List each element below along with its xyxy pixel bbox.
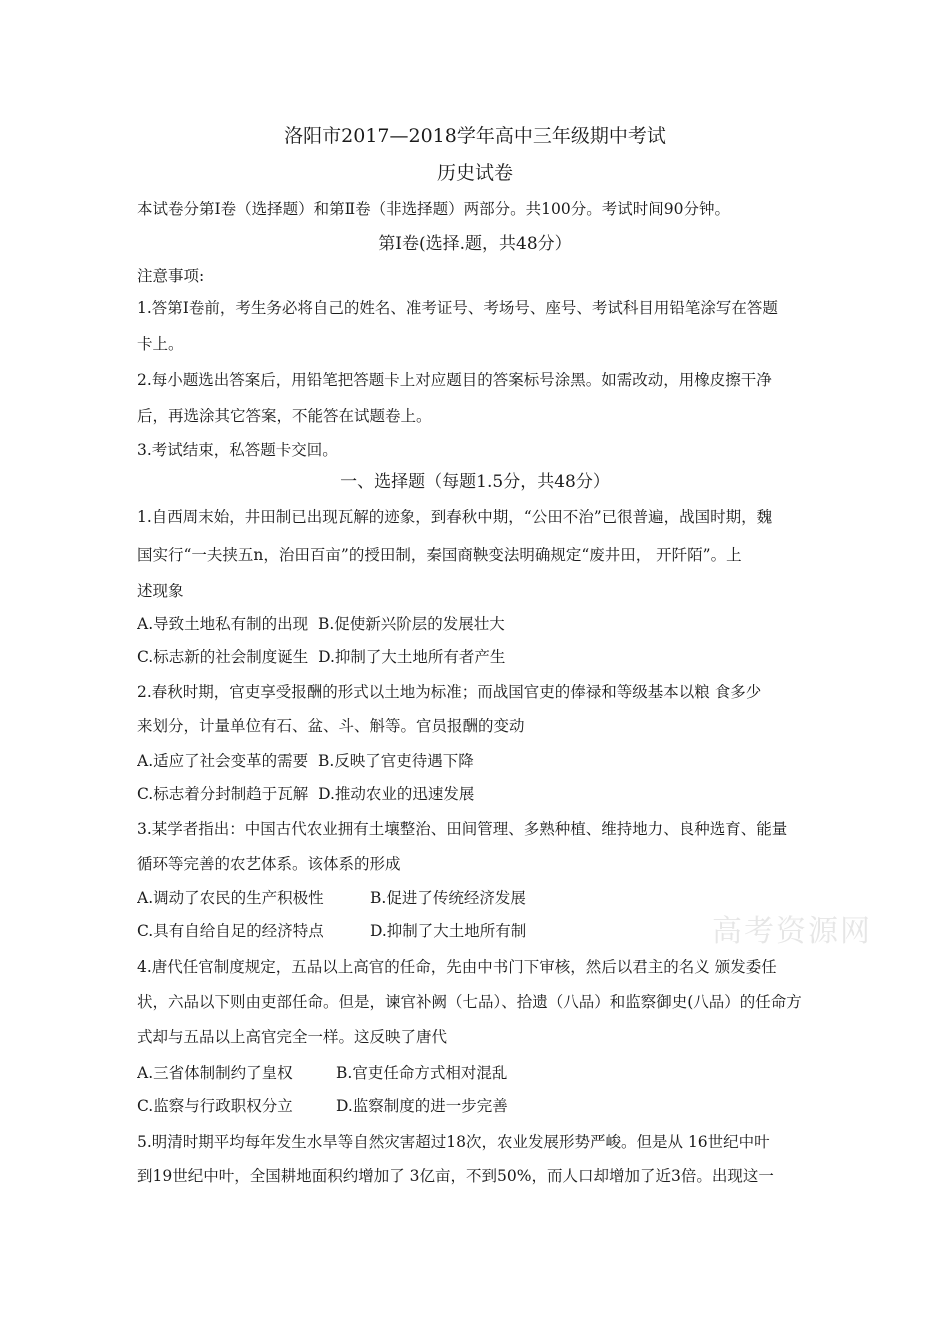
q3-option-c: C.具有自给自足的经济特点 [137, 922, 324, 940]
note-3: 3.考试结束，私答题卡交回。 [137, 441, 338, 459]
q2-options-row-2 [137, 784, 827, 804]
q5-line-1: 5.明清时期平均每年发生水旱等自然灾害超过18次，农业发展形势严峻。但是从 16世纪中叶 [137, 1133, 770, 1151]
part1-heading: 第Ⅰ卷(选择.题，共48分） [378, 234, 572, 254]
note-2-line-2: 后，再选涂其它答案，不能答在试题卷上。 [137, 407, 432, 425]
q4-option-b: B.官吏任命方式相对混乱 [336, 1064, 508, 1082]
q2-options-row-1 [137, 751, 827, 771]
q1-option-b: B.促使新兴阶层的发展壮大 [317, 615, 505, 633]
q3-option-b: B.促进了传统经济发展 [370, 889, 526, 907]
q1-option-c: C.标志新的社会制度诞生 [137, 648, 309, 666]
q1-options-row-2 [137, 647, 827, 667]
q4-option-a: A.三省体制制约了皇权 [137, 1064, 293, 1082]
notes-heading: 注意事项: [137, 267, 205, 285]
watermark-logo: 高考资源网 [712, 914, 872, 949]
exam-intro: 本试卷分第Ⅰ卷（选择题）和第Ⅱ卷（非选择题）两部分。共100分。考试时间90分钟。 [137, 200, 730, 218]
q3-options-row-1 [137, 888, 827, 908]
q2-option-c: C.标志着分封制趋于瓦解 [137, 785, 309, 803]
note-1-line-1: 1.答第Ⅰ卷前，考生务必将自己的姓名、准考证号、考场号、座号、考试科目用铅笔涂写在答题 [137, 299, 778, 317]
q4-line-3: 式却与五品以上高官完全一样。这反映了唐代 [137, 1028, 448, 1046]
note-1-line-2: 卡上。 [137, 335, 184, 353]
exam-title: 洛阳市2017—2018学年高中三年级期中考试 [284, 125, 666, 147]
q1-line-1: 1.自西周末始，井田制已出现瓦解的迹象，到春秋中期，“公田不治”已很普遍，战国时期，魏 [137, 508, 773, 526]
q1-line-2: 国实行“一夫挟五n，治田百亩”的授田制，秦国商鞅变法明确规定“废井田， 开阡陌”。上 [137, 546, 742, 564]
q1-option-a: A.导致土地私有制的出现 [137, 615, 309, 633]
q3-option-a: A.调动了农民的生产积极性 [137, 889, 324, 907]
section-1-heading: 一、选择题（每题1.5分，共48分） [340, 472, 610, 492]
q4-option-c: C.监察与行政职权分立 [137, 1097, 293, 1115]
q3-option-d: D.抑制了大土地所有制 [370, 922, 527, 940]
q4-options-row-1 [137, 1063, 827, 1083]
q4-line-1: 4.唐代任官制度规定，五品以上高官的任命，先由中书门下审核，然后以君主的名义 颁发委任 [137, 958, 777, 976]
q5-line-2: 到19世纪中叶，全国耕地面积约增加了 3亿亩，不到50%，而人口却增加了近3倍。出现这一 [137, 1167, 774, 1185]
q2-line-1: 2.春秋时期，官吏享受报酬的形式以土地为标准；而战国官吏的俸禄和等级基本以粮 食多少 [137, 683, 762, 701]
q3-line-2: 循环等完善的农艺体系。该体系的形成 [137, 855, 401, 873]
q4-option-d: D.监察制度的进一步完善 [336, 1097, 508, 1115]
q1-line-3: 述现象 [137, 582, 184, 600]
q2-line-2: 来划分，计量单位有石、盆、斗、斛等。官员报酬的变动 [137, 717, 525, 735]
exam-subtitle: 历史试卷 [436, 162, 513, 184]
q1-options-row-1 [137, 614, 827, 634]
q2-option-a: A.适应了社会变革的需要 [137, 752, 309, 770]
q3-line-1: 3.某学者指出：中国古代农业拥有土壤整治、田间管理、多熟种植、维持地力、良种选育、能量 [137, 820, 788, 838]
q4-options-row-2 [137, 1096, 827, 1116]
q2-option-d: D.推动农业的迅速发展 [318, 785, 475, 803]
q1-option-d: D.抑制了大土地所有者产生 [318, 648, 506, 666]
q2-option-b: B.反映了官吏待遇下降 [317, 752, 474, 770]
note-2-line-1: 2.每小题选出答案后，用铅笔把答题卡上对应题目的答案标号涂黑。如需改动，用橡皮擦干净 [137, 371, 772, 389]
q4-line-2: 状，六品以下则由吏部任命。但是，谏官补阙（七品）、拾遗（八品）和监察御史(八品）的任命方 [137, 993, 802, 1011]
